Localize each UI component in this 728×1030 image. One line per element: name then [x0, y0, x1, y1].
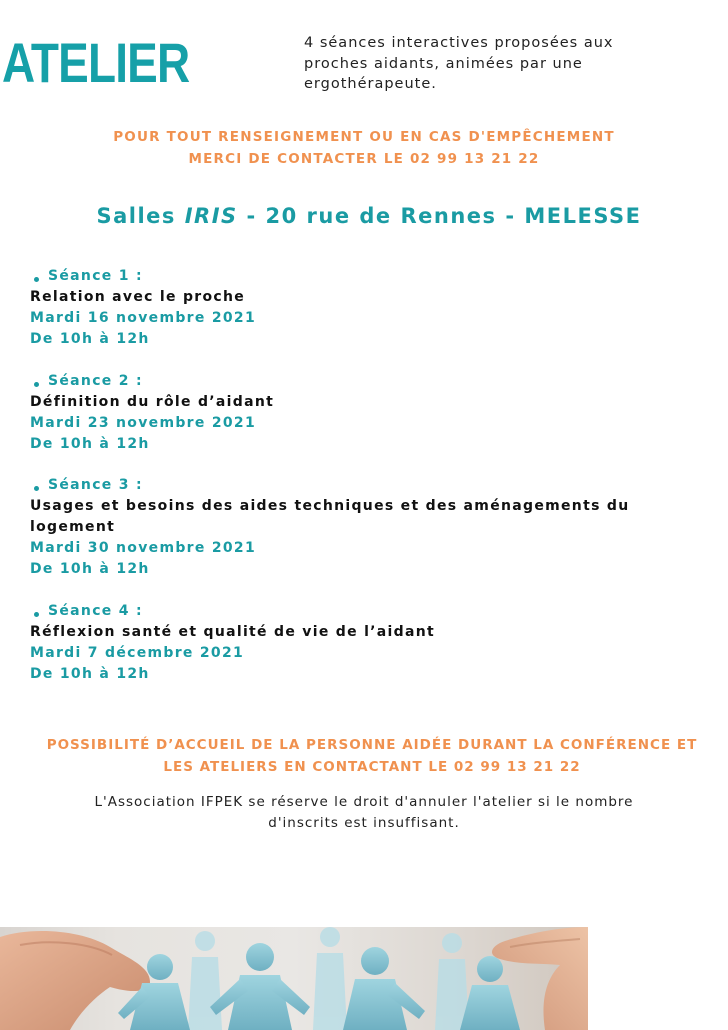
session-3: [30, 475, 690, 580]
session-2: [30, 371, 690, 455]
session-topic: Relation avec le proche: [30, 289, 246, 305]
contact-notice-top: [0, 126, 728, 170]
cancellation-disclaimer: [0, 792, 728, 834]
session-4: [30, 601, 690, 685]
session-time: De 10h à 12h: [30, 331, 150, 347]
session-time: De 10h à 12h: [30, 561, 150, 577]
venue-room-name: IRIS: [184, 204, 238, 228]
session-1: [30, 266, 690, 350]
session-date: Mardi 30 novembre 2021: [30, 540, 256, 556]
bullet-dot-icon: [34, 382, 39, 387]
venue-address: - 20 rue de Rennes - MELESSE: [237, 204, 642, 228]
session-date: Mardi 23 novembre 2021: [30, 415, 256, 431]
session-topic: Réflexion santé et qualité de vie de l’aidant: [30, 624, 435, 640]
session-label-text: Séance 3 :: [48, 477, 143, 493]
contact-notice-top-line-1: POUR TOUT RENSEIGNEMENT OU EN CAS D'EMPÊCHEMENT: [113, 129, 615, 145]
page-title: ATELIER: [2, 31, 190, 94]
care-notice-line-2: LES ATELIERS EN CONTACTANT LE 02 99 13 21 22: [163, 759, 581, 775]
venue-prefix: Salles: [96, 204, 185, 228]
session-label-text: Séance 2 :: [48, 373, 143, 389]
session-label: [30, 475, 690, 496]
bullet-dot-icon: [34, 486, 39, 491]
care-notice-line-1: POSSIBILITÉ D’ACCUEIL DE LA PERSONNE AIDÉE DURANT LA CONFÉRENCE ET: [46, 737, 698, 753]
session-label: [30, 371, 690, 392]
bullet-dot-icon: [34, 277, 39, 282]
session-topic: Usages et besoins des aides techniques et des aménagements du logement: [30, 498, 630, 535]
session-date: Mardi 7 décembre 2021: [30, 645, 245, 661]
care-notice: [0, 734, 728, 778]
hands-protecting-paper-people-photo: [0, 927, 588, 1030]
session-label: [30, 601, 690, 622]
session-time: De 10h à 12h: [30, 436, 150, 452]
venue-heading: [0, 201, 728, 231]
intro-text: 4 séances interactives proposées aux proches aidants, animées par une ergothérapeute.: [304, 35, 614, 92]
session-time: De 10h à 12h: [30, 666, 150, 682]
contact-notice-top-line-2: MERCI DE CONTACTER LE 02 99 13 21 22: [188, 151, 540, 167]
disclaimer-line-2: d'inscrits est insuffisant.: [268, 815, 460, 831]
session-topic: Définition du rôle d’aidant: [30, 394, 275, 410]
session-label-text: Séance 4 :: [48, 603, 143, 619]
bullet-dot-icon: [34, 612, 39, 617]
session-label: [30, 266, 690, 287]
session-label-text: Séance 1 :: [48, 268, 143, 284]
disclaimer-line-1: L'Association IFPEK se réserve le droit d'annuler l'atelier si le nombre: [94, 794, 634, 810]
session-date: Mardi 16 novembre 2021: [30, 310, 256, 326]
